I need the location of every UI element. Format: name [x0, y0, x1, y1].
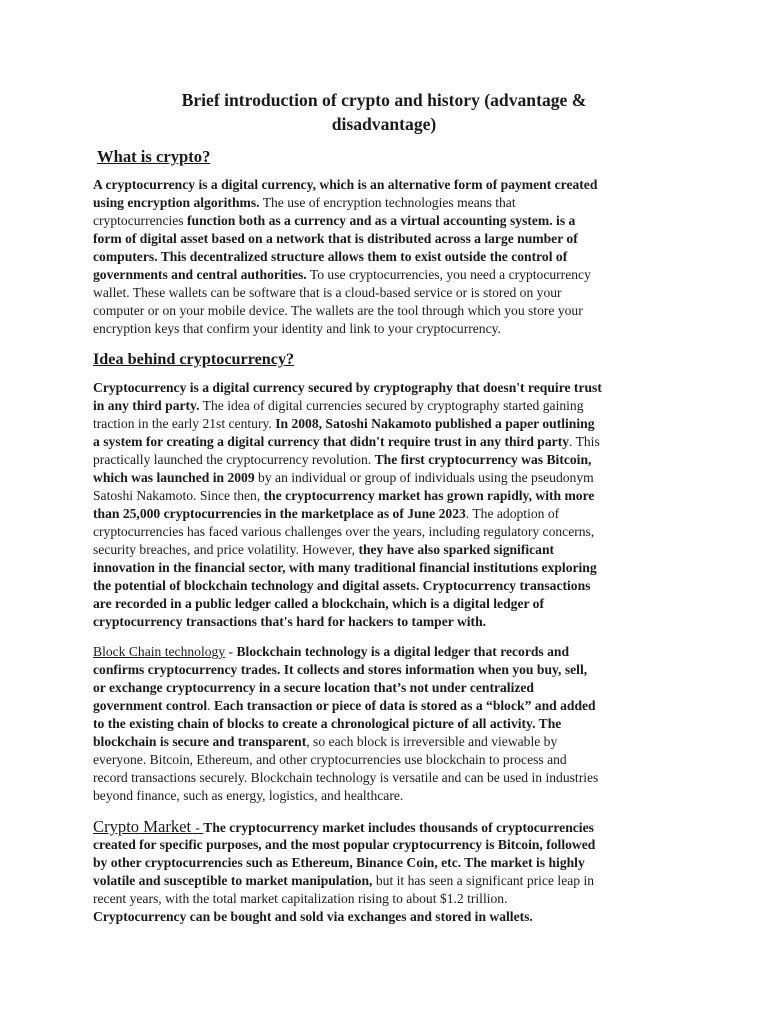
text-run: are recorded in a public ledger called a blockchain, which is a digital ledger of	[93, 596, 544, 611]
text-line	[93, 854, 693, 872]
text-line	[93, 230, 693, 248]
text-run: governments and central authorities.	[93, 267, 307, 282]
text-run: blockchain is secure and transparent	[93, 734, 307, 749]
text-run: in any third party.	[93, 398, 200, 413]
text-run: or exchange cryptocurrency in a secure location that’s not under centralized	[93, 680, 534, 695]
text-run: which was launched in 2009	[93, 470, 255, 485]
document-title	[110, 88, 658, 136]
market-paragraph	[93, 818, 693, 926]
text-run: Satoshi Nakamoto. Since then,	[93, 488, 264, 503]
text-line	[93, 733, 693, 751]
text-line	[93, 697, 693, 715]
text-run: to the existing chain of blocks to create a chronological picture of all activity. The	[93, 716, 562, 731]
text-run: everyone. Bitcoin, Ethereum, and other cryptocurrencies use blockchain to process and	[93, 752, 567, 767]
text-line	[93, 679, 693, 697]
text-line	[93, 751, 693, 769]
text-line	[93, 818, 693, 836]
text-line	[93, 872, 693, 890]
text-run: encryption keys that confirm your identity and link to your cryptocurrency.	[93, 321, 501, 336]
text-run: The first cryptocurrency was Bitcoin,	[374, 452, 592, 467]
text-line	[93, 541, 693, 559]
text-line	[93, 908, 693, 926]
text-line	[93, 643, 693, 661]
text-line	[93, 284, 693, 302]
text-run: using encryption algorithms.	[93, 195, 260, 210]
text-run: In 2008, Satoshi Nakamoto published a paper outlining	[275, 416, 595, 431]
text-run: created for specific purposes, and the most popular cryptocurrency is Bitcoin, followed	[93, 837, 596, 852]
text-line	[93, 487, 693, 505]
text-run: cryptocurrency transactions that's hard for hackers to tamper with.	[93, 614, 487, 629]
text-line	[93, 661, 693, 679]
text-run: security breaches, and price volatility. However,	[93, 542, 359, 557]
blockchain-paragraph	[93, 643, 693, 805]
text-run: -	[195, 820, 204, 835]
title-line-2: disadvantage)	[331, 114, 437, 134]
text-line	[93, 212, 693, 230]
text-line	[93, 320, 693, 338]
text-line	[93, 451, 693, 469]
text-line	[93, 397, 693, 415]
text-run: by an individual or group of individuals using the pseudonym	[254, 470, 594, 485]
title-line-1: Brief introduction of crypto and history (advantage &	[181, 90, 587, 110]
text-run: record transactions securely. Blockchain technology is versatile and can be used in industries	[93, 770, 599, 785]
text-line	[93, 559, 693, 577]
idea-heading: Idea behind cryptocurrency?	[93, 350, 295, 368]
text-run: but it has seen a significant price leap in	[372, 873, 595, 888]
text-run: Crypto Market	[93, 817, 196, 836]
text-line	[93, 176, 693, 194]
text-run: Blockchain technology is a digital ledger that records and	[236, 644, 570, 659]
text-line	[93, 469, 693, 487]
text-line	[93, 194, 693, 212]
text-line	[93, 433, 693, 451]
text-run: The idea of digital currencies secured by cryptography started gaining	[199, 398, 584, 413]
text-run: Cryptocurrency can be bought and sold via exchanges and stored in wallets.	[93, 909, 533, 924]
text-run: wallet. These wallets can be software that is a cloud-based service or is stored on your	[93, 285, 562, 300]
what-heading: What is crypto?	[97, 147, 211, 166]
text-run: To use cryptocurrencies, you need a cryptocurrency	[306, 267, 591, 282]
text-line	[93, 523, 693, 541]
text-run: practically launched the cryptocurrency revolution.	[93, 452, 375, 467]
text-run: -	[225, 644, 237, 659]
text-run: beyond finance, such as energy, logistics, and healthcare.	[93, 788, 404, 803]
text-run: by other cryptocurrencies such as Ethereum, Binance Coin, etc. The market is highly	[93, 855, 585, 870]
text-line	[93, 836, 693, 854]
text-run: traction in the early 21st century.	[93, 416, 276, 431]
text-line	[93, 379, 693, 397]
text-run: . The adoption of	[465, 506, 560, 521]
text-run: government control	[93, 698, 208, 713]
text-run: than 25,000 cryptocurrencies in the marketplace as of June 2023	[93, 506, 466, 521]
text-run: Each transaction or piece of data is stored as a “block” and added	[213, 698, 596, 713]
text-line	[93, 505, 693, 523]
text-line	[93, 577, 693, 595]
text-run: computers. This decentralized structure allows them to exist outside the control of	[93, 249, 568, 264]
text-run: function both as a currency and as a virtual accounting system. is a	[186, 213, 576, 228]
idea-paragraph	[93, 379, 693, 631]
text-line	[93, 302, 693, 320]
text-run: computer or on your mobile device. The wallets are the tool through which you store your	[93, 303, 583, 318]
text-line	[93, 613, 693, 631]
text-run: recent years, with the total market capitalization rising to about $1.2 trillion.	[93, 891, 508, 906]
text-run: . This	[569, 434, 600, 449]
text-line	[93, 715, 693, 733]
text-run: a system for creating a digital currency that didn't require trust in any third party	[93, 434, 570, 449]
text-run: volatile and susceptible to market manipulation,	[93, 873, 373, 888]
text-run: cryptocurrencies has faced various challenges over the years, including regulatory concerns,	[93, 524, 595, 539]
text-run: cryptocurrencies	[93, 213, 187, 228]
text-line	[93, 415, 693, 433]
text-run: The use of encryption technologies means that	[259, 195, 516, 210]
text-run: Cryptocurrency is a digital currency secured by cryptography that doesn't require trust	[93, 380, 602, 395]
text-line	[93, 769, 693, 787]
text-line	[93, 595, 693, 613]
text-run: they have also sparked significant	[358, 542, 555, 557]
text-run: the cryptocurrency market has grown rapidly, with more	[263, 488, 595, 503]
text-line	[93, 890, 693, 908]
text-run: innovation in the financial sector, with many traditional financial institutions exploring	[93, 560, 597, 575]
text-run: .	[207, 698, 214, 713]
text-run: A cryptocurrency is a digital currency, which is an alternative form of payment created	[93, 177, 598, 192]
text-run: form of digital asset based on a network that is distributed across a large number of	[93, 231, 578, 246]
text-line	[93, 248, 693, 266]
text-line	[93, 787, 693, 805]
text-run: the potential of blockchain technology and digital assets. Cryptocurrency transactions	[93, 578, 591, 593]
text-run: The cryptocurrency market includes thousands of cryptocurrencies	[203, 820, 594, 835]
text-run: Block Chain technology	[93, 644, 226, 659]
text-run: confirms cryptocurrency trades. It collects and stores information when you buy, sell,	[93, 662, 588, 677]
what-paragraph	[93, 176, 693, 338]
text-line	[93, 266, 693, 284]
text-run: , so each block is irreversible and viewable by	[306, 734, 558, 749]
